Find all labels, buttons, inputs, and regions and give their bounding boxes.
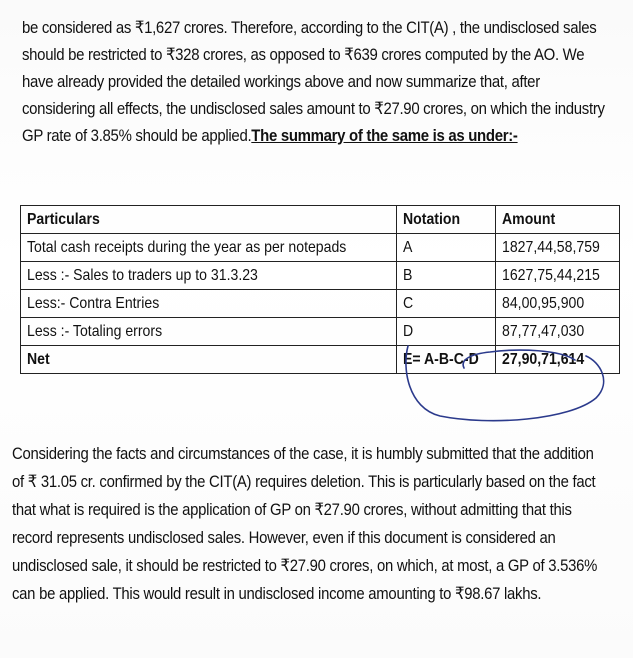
cell-particulars: Total cash receipts during the year as per notepads — [21, 234, 397, 262]
cell-amount: 1827,44,58,759 — [495, 234, 619, 262]
summary-table — [20, 205, 620, 374]
cell-particulars: Less:- Contra Entries — [21, 290, 397, 318]
table-row — [21, 234, 620, 262]
paragraph-top — [22, 14, 612, 149]
cell-notation: D — [396, 318, 495, 346]
net-notation: E= A-B-C-D — [396, 346, 495, 374]
paragraph-bottom-text: Considering the facts and circumstances of the case, it is humbly submitted that the addition of ₹ 31.05 cr. confirmed by the CIT(A) requires deletion. This is particularly based on the fact that what is required is the application of GP on ₹27.90 crores, without admitting that this record represents undisclosed sales. However, even if this document is considered an undisclosed sale, it should be restricted to ₹27.90 crores, on which, at most, a GP of 3.536% can be applied. This would result in undisclosed income amounting to ₹98.67 lakhs. — [12, 444, 598, 603]
header-amount: Amount — [495, 206, 619, 234]
paragraph-bottom — [12, 440, 607, 608]
table-net-row — [21, 346, 620, 374]
table-row — [21, 262, 620, 290]
table-row — [21, 290, 620, 318]
cell-notation: A — [396, 234, 495, 262]
header-notation: Notation — [396, 206, 495, 234]
cell-particulars: Less :- Sales to traders up to 31.3.23 — [21, 262, 397, 290]
net-label: Net — [21, 346, 397, 374]
net-amount: 27,90,71,614 — [495, 346, 619, 374]
table-row — [21, 318, 620, 346]
cell-notation: B — [396, 262, 495, 290]
table-header-row — [21, 206, 620, 234]
cell-amount: 1627,75,44,215 — [495, 262, 619, 290]
cell-notation: C — [396, 290, 495, 318]
cell-amount: 84,00,95,900 — [495, 290, 619, 318]
cell-particulars: Less :- Totaling errors — [21, 318, 397, 346]
header-particulars: Particulars — [21, 206, 397, 234]
paragraph-top-text: be considered as ₹1,627 crores. Therefore, according to the CIT(A) , the undisclosed sales should be restricted to ₹328 crores, as opposed to ₹639 crores computed by the AO. We have already provided the detailed workings above and now summarize that, after considering all effects, the undisclosed sales amount to ₹27.90 crores, on which the industry GP rate of 3.85% should be applied. — [22, 18, 605, 145]
cell-amount: 87,77,47,030 — [495, 318, 619, 346]
summary-heading: The summary of the same is as under:- — [251, 126, 518, 145]
